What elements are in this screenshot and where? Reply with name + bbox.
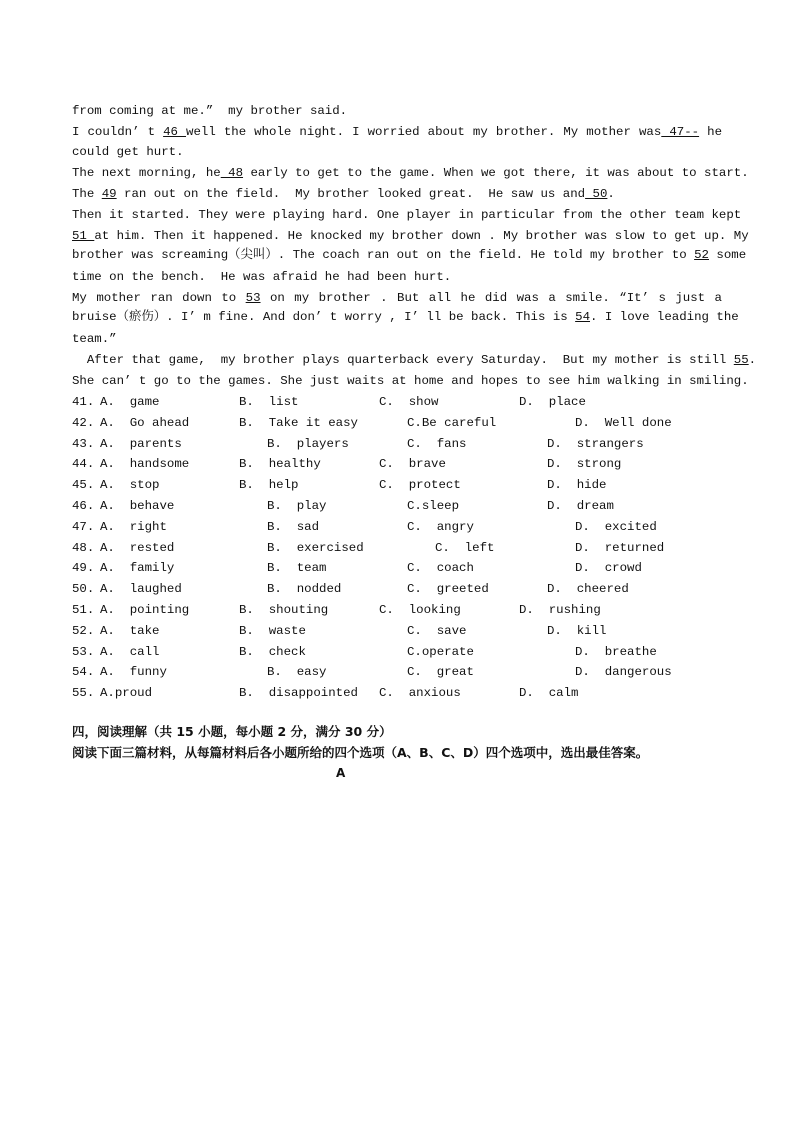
- blank-53: 53: [245, 291, 261, 305]
- blank-51: 51: [72, 229, 95, 243]
- passage-line-8: brother was screaming（尖叫）. The coach ran out on the field. He told my brother to 52 some: [72, 248, 747, 262]
- blank-46: 46: [163, 125, 187, 139]
- passage-line-13: After that game, my brother plays quarterback every Saturday. But my mother is still 55.: [72, 353, 757, 367]
- passage-line-11: bruise（瘀伤）. I’ m fine. And don’ t worry , I’ ll be back. This is 54. I love leading the: [72, 310, 739, 324]
- passage-label: A: [336, 766, 346, 780]
- passage-line-2: I couldn’ t 46 well the whole night. I worried about my brother. My mother was 47-- he: [72, 125, 723, 139]
- passage-line-9: time on the bench. He was afraid he had been hurt.: [72, 270, 452, 284]
- passage-line-14: She can’ t go to the games. She just waits at home and hopes to see him walking in smiling.: [72, 374, 749, 388]
- blank-48: 48: [220, 166, 244, 180]
- section-title: 四，阅读理解（共 15 小题，每小题 2 分，满分 30 分）: [72, 724, 392, 739]
- passage-line-10: My mother ran down to 53 on my brother . But all he did was a smile. “It’ s just a: [72, 291, 722, 305]
- blank-55: 55: [733, 353, 749, 367]
- blank-54: 54: [575, 310, 591, 324]
- passage-line-5: The 49 ran out on the field. My brother looked great. He saw us and 50.: [72, 187, 615, 201]
- blank-47: 47--: [661, 125, 700, 139]
- passage-line-12: team.”: [72, 332, 117, 346]
- passage-line-4: The next morning, he 48 early to get to the game. When we got there, it was about to start.: [72, 166, 749, 180]
- blank-49: 49: [101, 187, 117, 201]
- blank-50: 50: [585, 187, 608, 201]
- passage-line-3: could get hurt.: [72, 145, 184, 159]
- passage-line-6: Then it started. They were playing hard. One player in particular from the other team kept: [72, 208, 742, 222]
- blank-52: 52: [694, 248, 709, 262]
- document-page: from coming at me.” my brother said. I couldn’ t 46 well the whole night. I worried about my brother. My mother was 47-- he could get hurt. The next morning, he 48 early to get to the game. When we got there, it was about to start. The 49 ran out on the field. My brother looked great. He saw us and 50. Then it started. They were playing hard. One player in particular from the other team kept 51 at him. Then it happened. He knocked my brother down . My brother was slow to get up. My brother was screaming（尖叫）. The coach ran out on the field. He told my brother to 52 some time on the bench. He was afraid he had been hurt. My mother ran down to 53 on my brother . But all he did was a smile. “It’ s just a bruise（瘀伤）. I’ m fine. And don’ t worry , I’ ll be back. This is 54. I love leading the team.” After that game, my brother plays quarterback every Saturday. But my mother is still 55. She can’ t go to the games. She just waits at home and hopes to see him walking in smiling. 41. A. game B. list C. show D. place 42. A. Go ahead B. Take it easy C.Be careful D. Well done 43. A. parents B. players C. fans D. strangers 44. A. handsome B. healthy C. brave D. strong 45. A. stop B. help C. protect D. hide 46. A. behave B. play C.sleep D. dream 47. A. right B. sad C. angry D. excited 48. A. rested B. exercised C. left D. returned 49. A. family B. team C. coach D. crowd 50. A. laughed B. nodded C. greeted D. cheered 51. A. pointing B. shouting C. looking D. rushing 52. A. take B. waste C. save D. kill 53. A. call B. check C.operate D. breathe 54. A. funny B. easy C. great D. dangerous 55. A.proud B. disappointed C. anxious D. calm 四，阅读理解（共 15 小题，每小题 2 分，满分 30 分） 阅读下面三篇材料，从每篇材料后各小题所给的四个选项（A、B、C、D）四个选项中，选出最佳答案。 A: [0, 0, 794, 1123]
- passage-line-7: 51 at him. Then it happened. He knocked my brother down . My brother was slow to get up. My: [72, 229, 749, 243]
- section-instruction: 阅读下面三篇材料，从每篇材料后各小题所给的四个选项（A、B、C、D）四个选项中，选出最佳答案。: [72, 745, 649, 760]
- passage-line-1: from coming at me.” my brother said.: [72, 104, 348, 118]
